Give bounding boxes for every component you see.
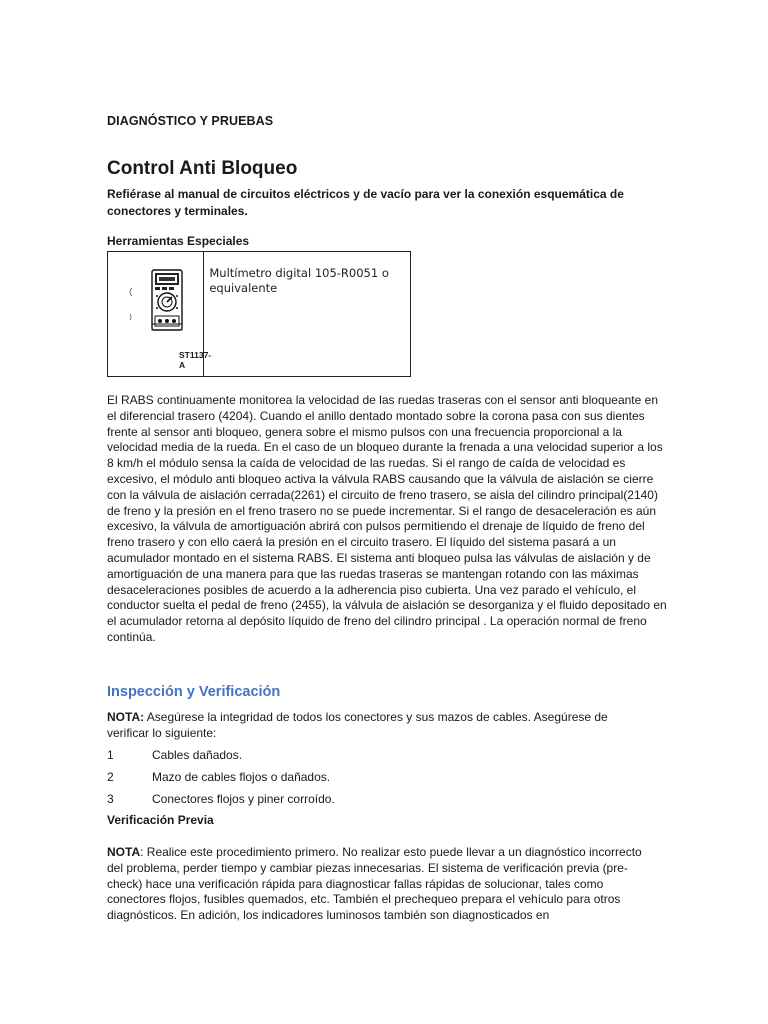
tool-image-code: ST1137-A (179, 350, 212, 370)
note-text: Asegúrese la integridad de todos los conectores y sus mazos de cables. Asegúrese de verificar lo siguiente: (107, 710, 608, 740)
list-item-number: 1 (107, 748, 114, 762)
list-item-text: Conectores flojos y piner corroído. (152, 792, 335, 806)
list-item-number: 3 (107, 792, 114, 806)
note-label: NOTA (107, 845, 141, 859)
rabs-description-paragraph: El RABS continuamente monitorea la velocidad de las ruedas traseras con el sensor anti bloqueante en el diferencial trasero (4204). Cuando el anillo dentado montado sobre la corona pasa con sus dientes frente al sensor anti bloqueo, genera sobre el mismo pulsos con una frecuencia proporcional a la velocidad media de la rueda. En el caso de un bloqueo durante la frenada a una velocidad superior a los 8 km/h el módulo sensa la caída de velocidad de las ruedas. Si el rango de caída de velocidad es excesivo, el módulo anti bloqueo activa la válvula RABS causando que la válvula de aislación se cierre con la válvula de aislación cerrada(2261) el circuito de freno trasero, se aisla del cilindro principal(2140) de freno y la presión en el freno trasero no se puede incrementar. Si el rango de desaceleración es aún excesivo, la válvula de amortiguación abrirá con pulsos permitiendo el drenaje de líquido de freno del freno trasero y con ello caerá la presión en el circuito trasero. El líquido del sistema pasará a un acumulador montado en el sistema RABS. El sistema anti bloqueo pulsa las válvulas de aislación y de amortiguación de una manera para que las ruedas traseras se mantengan rotando con las máximas desaceleraciones posibles de acuerdo a la adherencia piso cubierta. Una vez parado el vehículo, el conductor suelta el pedal de freno (2455), la válvula de aislación se desorganiza y el fluido depositado en el acumulador retorna al depósito líquido de freno del cilindro principal . La operación normal de freno continúa. (107, 393, 667, 644)
list-item-text: Mazo de cables flojos o dañados. (152, 770, 331, 784)
note-label: NOTA: (107, 710, 145, 724)
list-item (107, 747, 335, 769)
section-label: DIAGNÓSTICO Y PRUEBAS (107, 114, 274, 128)
list-item (107, 769, 335, 791)
list-item (107, 791, 335, 813)
list-item-text: Cables dañados. (152, 748, 243, 762)
page-subtitle: Refiérase al manual de circuitos eléctricos y de vacío para ver la conexión esquemática de conectores y terminales. (107, 187, 624, 218)
special-tools-table (107, 251, 411, 377)
special-tools-label: Herramientas Especiales (107, 234, 250, 248)
inspection-checklist (107, 747, 335, 813)
tool-image-cell (108, 252, 212, 376)
multimeter-icon (126, 266, 196, 336)
tool-description: Multímetro digital 105-R0051 o equivalente (209, 266, 389, 295)
note-text: : Realice este procedimiento primero. No realizar esto puede llevar a un diagnóstico incorrecto del problema, perder tiempo y cambiar piezas innecesarias. El sistema de verificación previa (pre-check) hace una verificación rápida para diagnosticar fallas rápidas de solucionar, tales como conectores flojos, fusibles quemados, etc. También el prechequeo prepara el vehículo para otros diagnósticos. En adición, los indicadores luminosos también son diagnosticados en (107, 845, 642, 923)
precheck-note (107, 845, 652, 924)
list-item-number: 2 (107, 770, 114, 784)
inspection-heading: Inspección y Verificación (107, 684, 281, 700)
precheck-title: Verificación Previa (107, 813, 214, 827)
inspection-note (107, 710, 647, 742)
page-title: Control Anti Bloqueo (107, 158, 298, 179)
